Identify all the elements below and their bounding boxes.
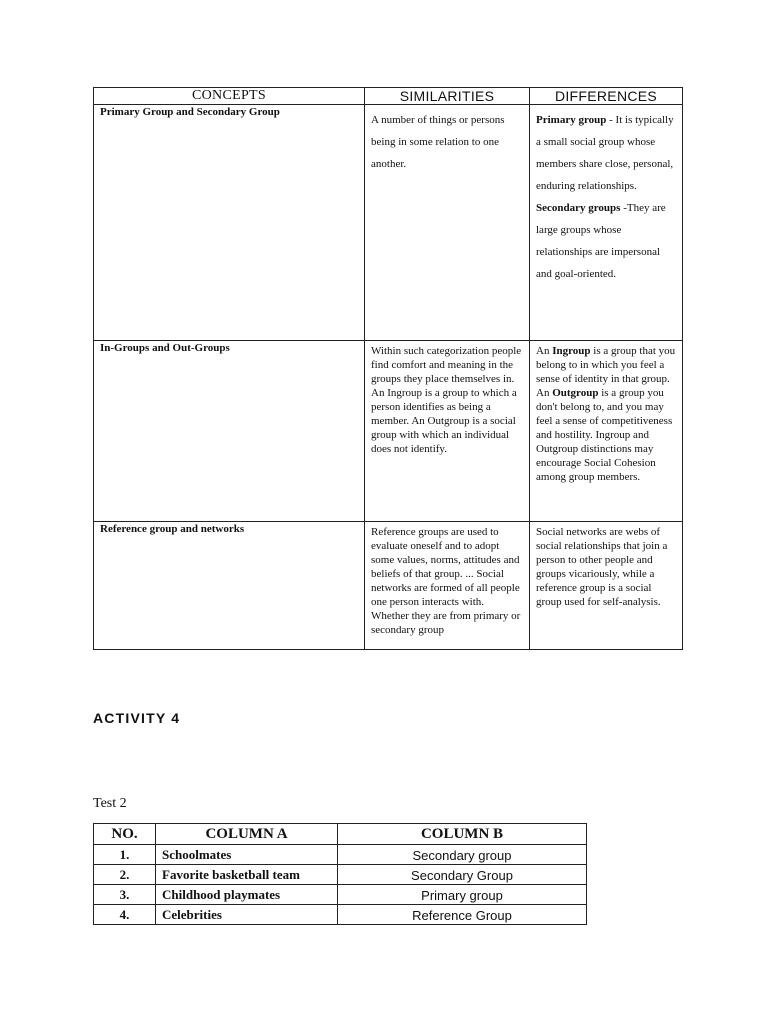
- difference-text: -They are large groups whose relationships are impersonal and goal-oriented.: [536, 202, 666, 280]
- header-column-b: COLUMN B: [338, 824, 587, 845]
- difference-cell: Social networks are webs of social relationships that join a person to other people and groups vicariously, while a reference group is a social group used for self-analysis.: [530, 522, 683, 650]
- difference-text: is a group you don't belong to, and you may feel a sense of competitiveness and hostility. Ingroup and Outgroup distinctions may encourage Social Cohesion among group members.: [536, 387, 673, 483]
- concept-cell: Primary Group and Secondary Group: [94, 105, 365, 341]
- concept-cell: In-Groups and Out-Groups: [94, 341, 365, 522]
- column-a-cell: Childhood playmates: [156, 885, 338, 905]
- row-number: 1.: [94, 845, 156, 865]
- column-a-cell: Schoolmates: [156, 845, 338, 865]
- row-number: 2.: [94, 865, 156, 885]
- similarity-cell: Within such categorization people find comfort and meaning in the groups they place themselves in. An Ingroup is a group to which a person identifies as being a member. An Outgroup is a social group with which an individual does not identify.: [365, 341, 530, 522]
- term-bold: Primary group: [536, 114, 607, 126]
- row-number: 4.: [94, 905, 156, 925]
- column-b-cell: Reference Group: [338, 905, 587, 925]
- column-b-cell: Secondary group: [338, 845, 587, 865]
- table-row: [94, 905, 587, 925]
- table-row: [94, 885, 587, 905]
- concepts-table: [93, 87, 683, 650]
- table-row: [94, 105, 683, 341]
- header-no: NO.: [94, 824, 156, 845]
- header-column-a: COLUMN A: [156, 824, 338, 845]
- table-row: [94, 341, 683, 522]
- similarity-cell: Reference groups are used to evaluate oneself and to adopt some values, norms, attitudes and beliefs of that group. ... Social networks are formed of all people one person interacts with. Whether they are from primary or secondary group: [365, 522, 530, 650]
- similarity-cell: A number of things or persons being in some relation to one another.: [365, 105, 530, 341]
- table-row: [94, 845, 587, 865]
- term-bold: Outgroup: [552, 387, 599, 399]
- activity-title: ACTIVITY 4: [93, 710, 181, 726]
- difference-cell: [530, 105, 683, 341]
- term-bold: Secondary groups: [536, 202, 621, 214]
- column-b-cell: Primary group: [338, 885, 587, 905]
- difference-cell: [530, 341, 683, 522]
- concept-cell: Reference group and networks: [94, 522, 365, 650]
- header-concepts: CONCEPTS: [94, 88, 365, 105]
- difference-text: is a group that you belong to in which you feel a sense of identity in that group. An: [536, 345, 676, 399]
- table-row: [94, 865, 587, 885]
- table-row: [94, 522, 683, 650]
- matching-header-row: [94, 824, 587, 845]
- test-label: Test 2: [93, 796, 127, 811]
- column-a-cell: Favorite basketball team: [156, 865, 338, 885]
- difference-text: An: [536, 345, 553, 357]
- concepts-header-row: [94, 88, 683, 105]
- term-bold: Ingroup: [552, 345, 591, 357]
- column-b-cell: Secondary Group: [338, 865, 587, 885]
- matching-table: [93, 823, 587, 925]
- column-a-cell: Celebrities: [156, 905, 338, 925]
- header-similarities: SIMILARITIES: [365, 88, 530, 105]
- header-differences: DIFFERENCES: [530, 88, 683, 105]
- difference-text: - It is typically a small social group whose members share close, personal, enduring relationships.: [536, 114, 674, 192]
- row-number: 3.: [94, 885, 156, 905]
